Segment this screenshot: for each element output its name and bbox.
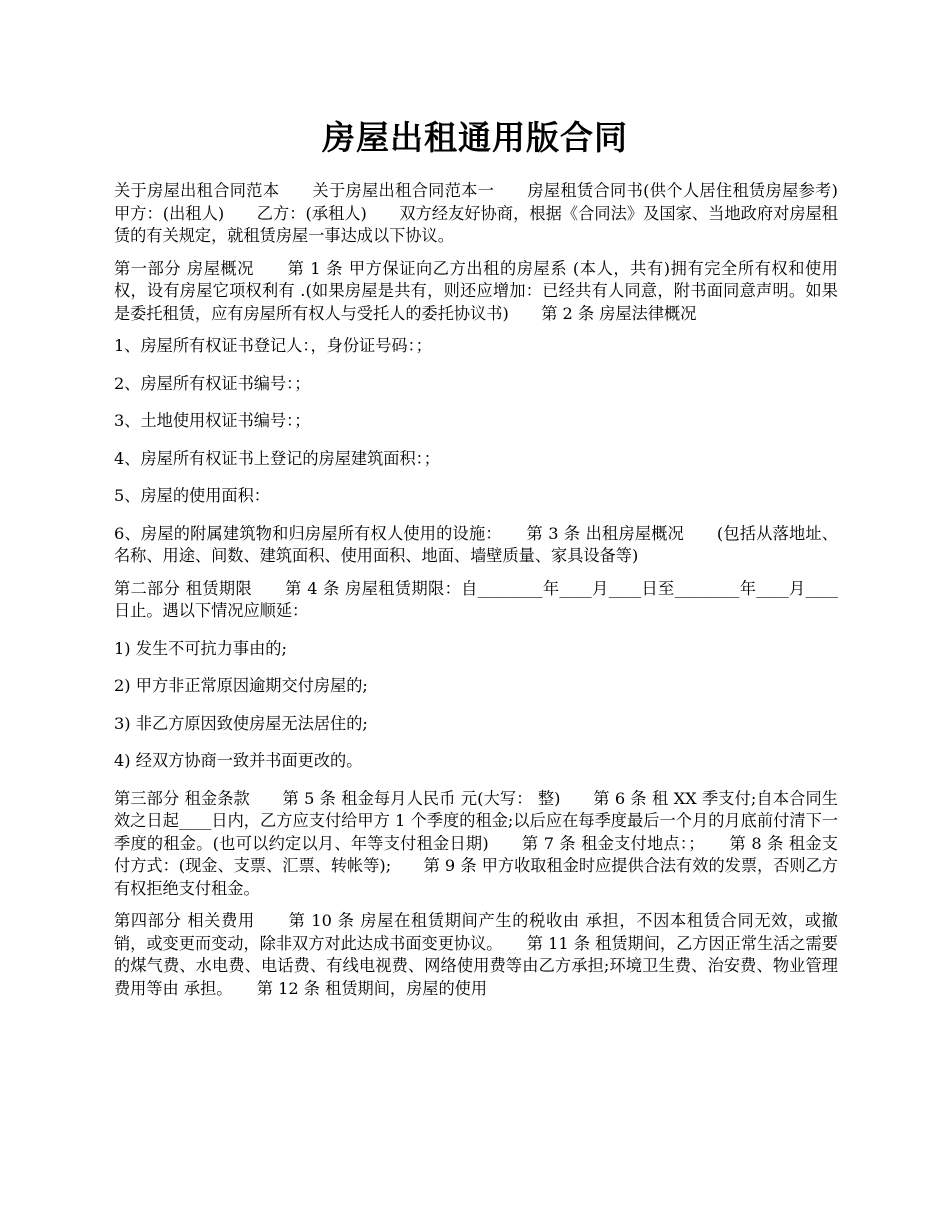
list-item: 2、房屋所有权证书编号：； <box>114 373 311 393</box>
list-item: 1) 发生不可抗力事由的; <box>114 638 287 658</box>
document-body <box>114 180 871 1010</box>
list-item: 5、房屋的使用面积： <box>114 486 270 505</box>
list-item: 4、房屋所有权证书上登记的房屋建筑面积：； <box>114 448 440 468</box>
list-item: 1、房屋所有权证书登记人：，身份证号码：； <box>114 336 432 355</box>
paragraph-intro: 关于房屋出租合同范本 关于房屋出租合同范本一 房屋租赁合同书(供个人居住租赁房屋参考) 甲方：(出租人) 乙方：(承租人) 双方经友好协商，根据《合同法》及国家、当地政府对房屋租赁的有关规定，就租赁房屋一事达成以下协议。 <box>114 181 871 245</box>
list-item: 2) 甲方非正常原因逾期交付房屋的; <box>114 676 368 695</box>
paragraph-part-three: 第三部分 租金条款 第 5 条 租金每月人民币 元(大写： 整) 第 6 条 租 XX 季支付;自本合同生效之日起____日内，乙方应支付给甲方 1 个季度的租金;以后应在每季度最后一个月的月底前付清下一季度的租金。(也可以约定以月、年等支付租金日期) 第 7 条 租金支付地点：； 第 8 条 租金支付方式：(现金、支票、汇票、转帐等); 第 9 条 甲方收取租金时应提供合法有效的发票，否则乙方有权拒绝支付租金。 <box>114 788 838 898</box>
list-item: 6、房屋的附属建筑物和归房屋所有权人使用的设施： 第 3 条 出租房屋概况 (包括从落地址、名称、用途、间数、建筑面积、使用面积、地面、墙壁质量、家具设备等) <box>114 523 838 565</box>
document-title: 房屋出租通用版合同 <box>322 118 628 157</box>
list-item: 3、土地使用权证书编号：； <box>114 411 311 430</box>
paragraph-part-two: 第二部分 租赁期限 第 4 条 房屋租赁期限：自________年____月____日至________年____月____日止。遇以下情况应顺延： <box>114 578 838 620</box>
paragraph-part-one: 第一部分 房屋概况 第 1 条 甲方保证向乙方出租的房屋系 (本人，共有)拥有完全所有权和使用权，设有房屋它项权利有 .(如果房屋是共有，则还应增加：已经共有人同意，附书面同意声明。如果是委托租赁，应有房屋所有权人与受托人的委托协议书) 第 2 条 房屋法律概况 <box>114 258 838 323</box>
list-item: 3) 非乙方原因致使房屋无法居住的; <box>114 713 368 733</box>
paragraph-part-four: 第四部分 相关费用 第 10 条 房屋在租赁期间产生的税收由 承担，不因本租赁合同无效，或撤销，或变更而变动，除非双方对此达成书面变更协议。 第 11 条 租赁期间，乙方因正常生活之需要的煤气费、水电费、电话费、有线电视费、网络使用费等由乙方承担;环境卫生费、治安费、物业管理费用等由 承担。 第 12 条 租赁期间，房屋的使用 <box>114 911 838 998</box>
list-item: 4) 经双方协商一致并书面更改的。 <box>114 751 363 770</box>
